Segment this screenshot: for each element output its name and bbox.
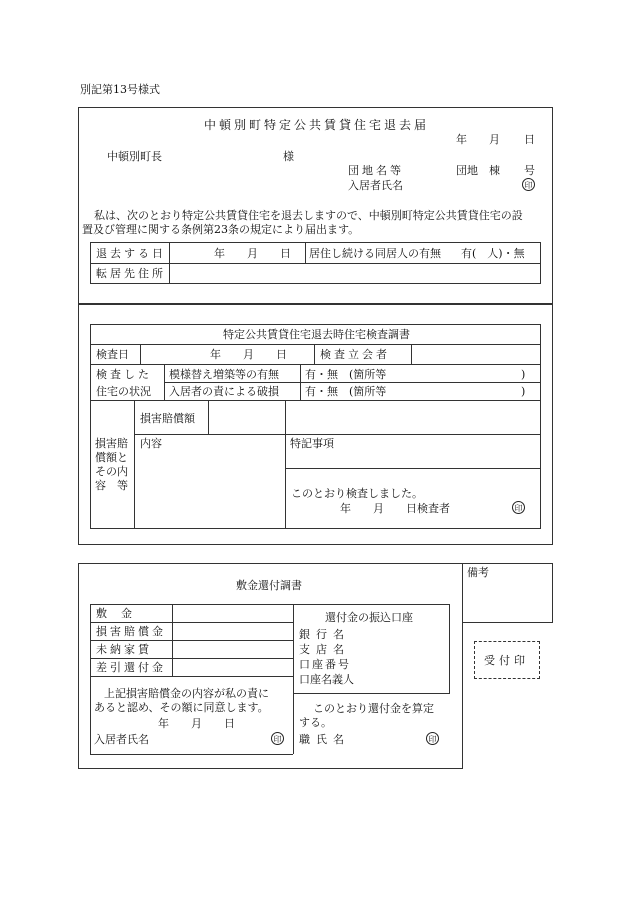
confirm-text: このとおり検査しました。 (291, 487, 423, 500)
inspection-date-label: 検査日 (96, 348, 129, 361)
notice-body-line2: 置及び管理に関する条例第23条の規定により届出ます。 (82, 223, 360, 236)
unpaid-rent-label: 未納家賃 (96, 643, 152, 656)
deposit-field[interactable] (176, 607, 288, 620)
new-address-label: 転居先住所 (96, 267, 166, 280)
damage-comp-label: 損害賠償金 (96, 625, 166, 638)
refund-title: 敷金還付調書 (236, 579, 302, 592)
row2-close: ) (521, 385, 526, 398)
content-label: 内容 (140, 437, 162, 450)
net-refund-field[interactable] (176, 661, 288, 674)
cohabitant-value[interactable]: 有( 人)・無 (461, 247, 525, 260)
branch-name-label: 支店名 (299, 643, 350, 656)
notice-body-line1: 私は、次のとおり特定公共賃貸住宅を退去しますので、中頓別町特定公共賃貸住宅の設 (94, 209, 523, 222)
remarks-label: 特記事項 (290, 437, 334, 450)
inspector-date: 年 月 日検査者 (340, 502, 450, 515)
inspection-title: 特定公共賃貸住宅退去時住宅検査調書 (223, 328, 410, 341)
notice-date-year: 年 (456, 133, 467, 146)
seal-icon: 印 (512, 501, 525, 514)
account-number-label: 口座番号 (299, 658, 351, 671)
inspection-date-value[interactable]: 年 月 日 (210, 348, 287, 361)
seal-icon: 印 (522, 178, 535, 191)
damage-amount-field[interactable] (212, 405, 282, 429)
damage-detail-label: 損害賠 償額と その内 容 等 (95, 437, 128, 492)
honorific: 様 (283, 150, 294, 163)
form-label: 別記第13号様式 (80, 83, 160, 96)
calc-text-line1: このとおり還付金を算定 (313, 702, 434, 715)
row2-label: 入居者の責による破損 (169, 385, 279, 398)
calc-text-line2: する。 (299, 716, 332, 729)
row1-value[interactable]: 有・無 (箇所等 (305, 368, 387, 381)
refund-resident-label: 入居者氏名 (94, 733, 149, 746)
seal-icon: 印 (271, 732, 284, 745)
notice-date-month: 月 (489, 133, 500, 146)
notice-date-day: 日 (524, 133, 535, 146)
bank-name-label: 銀行名 (299, 628, 350, 641)
moveout-date-value[interactable]: 年 月 日 (214, 247, 291, 260)
witness-field[interactable] (416, 347, 536, 361)
resident-label: 入居者氏名 (348, 179, 403, 192)
agree-text-line1: 上記損害賠償金の内容が私の責に (104, 687, 269, 700)
agree-text-line2: あると認め、その額に同意します。 (94, 701, 269, 714)
addressee: 中頓別町長 (107, 150, 162, 163)
seal-icon: 印 (426, 732, 439, 745)
refund-remarks-label: 備考 (467, 566, 489, 579)
new-address-field[interactable] (175, 268, 535, 280)
building-unit: 棟 (489, 164, 500, 177)
danchi-label: 団地名等 (348, 164, 404, 177)
receipt-stamp-label: 受付印 (484, 654, 529, 667)
net-refund-label: 差引還付金 (96, 661, 166, 674)
unpaid-rent-field[interactable] (176, 643, 288, 656)
row2-value[interactable]: 有・無 (箇所等 (305, 385, 387, 398)
damage-comp-field[interactable] (176, 625, 288, 638)
row1-label: 模様替え増築等の有無 (169, 368, 279, 381)
deposit-label: 敷金 (96, 607, 146, 620)
row1-close: ) (521, 368, 526, 381)
notice-title: 中頓別町特定公共賃貸住宅退去届 (204, 118, 430, 132)
room-unit: 号 (524, 164, 535, 177)
moveout-date-label: 退去する日 (96, 247, 166, 260)
witness-label: 検査立会者 (320, 348, 390, 361)
damage-amount-label: 損害賠償額 (140, 412, 195, 425)
status-label-1: 検査した (96, 368, 152, 381)
cohabitant-label: 居住し続ける同居人の有無 (309, 247, 441, 260)
status-label-2: 住宅の状況 (96, 385, 151, 398)
account-holder-label: 口座名義人 (299, 673, 354, 686)
bank-title: 還付金の振込口座 (325, 611, 413, 624)
danchi-unit: 団地 (456, 164, 478, 177)
agree-date: 年 月 日 (158, 717, 235, 730)
staff-label: 職氏名 (299, 733, 350, 746)
